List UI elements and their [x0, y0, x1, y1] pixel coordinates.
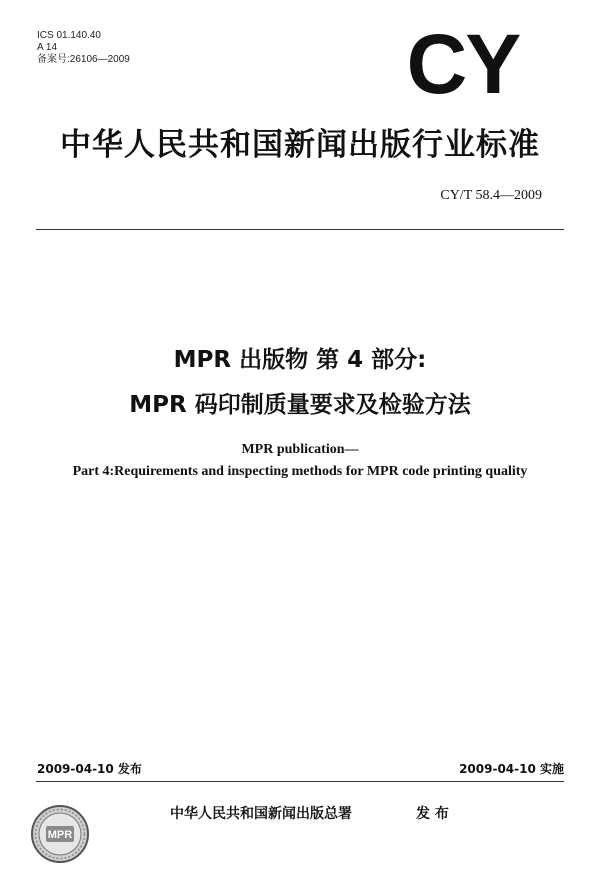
class-code: A 14	[37, 42, 58, 53]
top-divider	[36, 229, 564, 230]
implement-date: 2009-04-10 实施	[459, 762, 564, 776]
cy-logo: CY	[406, 17, 520, 111]
publish-label: 发 布	[416, 806, 449, 822]
issue-date: 2009-04-10 发布	[37, 762, 142, 776]
chinese-title-line-2: MPR 码印制质量要求及检验方法	[129, 392, 471, 418]
record-number: 备案号:26106—2009	[37, 54, 130, 65]
chinese-title-line-1: MPR 出版物 第 4 部分:	[173, 347, 427, 373]
publisher-name: 中华人民共和国新闻出版总署	[170, 806, 352, 822]
ics-code: ICS 01.140.40	[37, 30, 101, 41]
seal-stamp-icon	[30, 804, 90, 864]
english-title-line-2: Part 4:Requirements and inspecting methods for MPR code printing quality	[72, 464, 528, 479]
standard-header-title: 中华人民共和国新闻出版行业标准	[60, 127, 540, 163]
bottom-divider	[36, 781, 564, 782]
seal-text: MPR	[47, 829, 73, 841]
document-metadata	[37, 30, 130, 66]
standard-number: CY/T 58.4—2009	[440, 188, 542, 203]
english-title-line-1: MPR publication—	[241, 442, 359, 457]
